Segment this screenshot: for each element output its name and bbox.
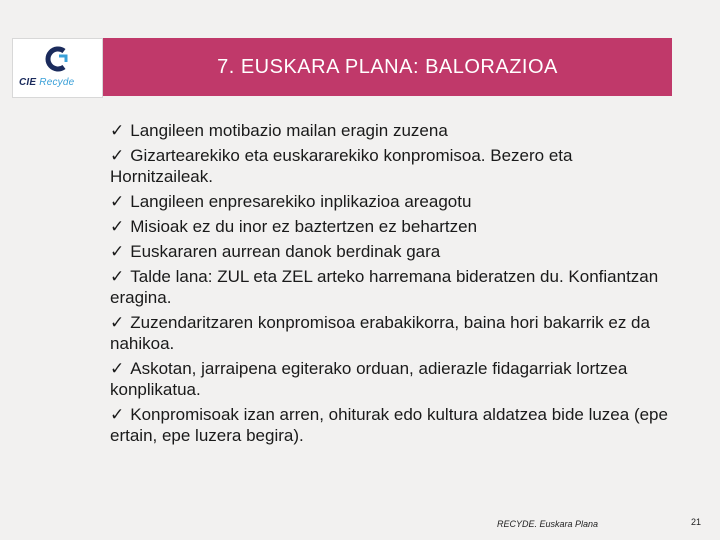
check-icon: ✓: [110, 146, 125, 165]
logo-brand: CIE: [19, 77, 37, 88]
list-item: ✓ Gizartearekiko eta euskararekiko konpromisoa. Bezero eta Hornitzaileak.: [110, 146, 573, 186]
check-icon: ✓: [110, 217, 125, 236]
company-logo: [12, 38, 103, 98]
list-item: ✓ Askotan, jarraipena egiterako orduan, adierazle fidagarriak lortzea konplikatua.: [110, 359, 628, 399]
list-item: ✓ Langileen motibazio mailan eragin zuzena: [110, 121, 448, 140]
list-item: ✓ Zuzendaritzaren konpromisoa erabakikorra, baina hori bakarrik ez da nahikoa.: [110, 313, 650, 353]
cie-logo-icon: [43, 45, 71, 73]
list-item: ✓ Konpromisoak izan arren, ohiturak edo kultura aldatzea bide luzea (epe ertain, epe luzera begira).: [110, 405, 668, 445]
list-item: ✓ Misioak ez du inor ez baztertzen ez behartzen: [110, 217, 478, 236]
logo-text: [19, 77, 74, 88]
check-icon: ✓: [110, 313, 125, 332]
check-icon: ✓: [110, 267, 125, 286]
list-item: ✓ Euskararen aurrean danok berdinak gara: [110, 242, 441, 261]
title-bar: [103, 38, 672, 96]
check-icon: ✓: [110, 359, 125, 378]
check-icon: ✓: [110, 242, 125, 261]
page-number: 21: [691, 517, 702, 527]
bullet-list: [110, 120, 680, 450]
footer-text: RECYDE. Euskara Plana: [497, 519, 599, 529]
logo-sub: Recyde: [39, 77, 75, 88]
check-icon: ✓: [110, 405, 125, 424]
check-icon: ✓: [110, 121, 125, 140]
list-item: ✓ Talde lana: ZUL eta ZEL arteko harremana bideratzen du. Konfiantzan eragina.: [110, 267, 659, 307]
check-icon: ✓: [110, 192, 125, 211]
list-item: ✓ Langileen enpresarekiko inplikazioa areagotu: [110, 192, 472, 211]
slide-title: 7. EUSKARA PLANA: BALORAZIOA: [217, 55, 558, 78]
